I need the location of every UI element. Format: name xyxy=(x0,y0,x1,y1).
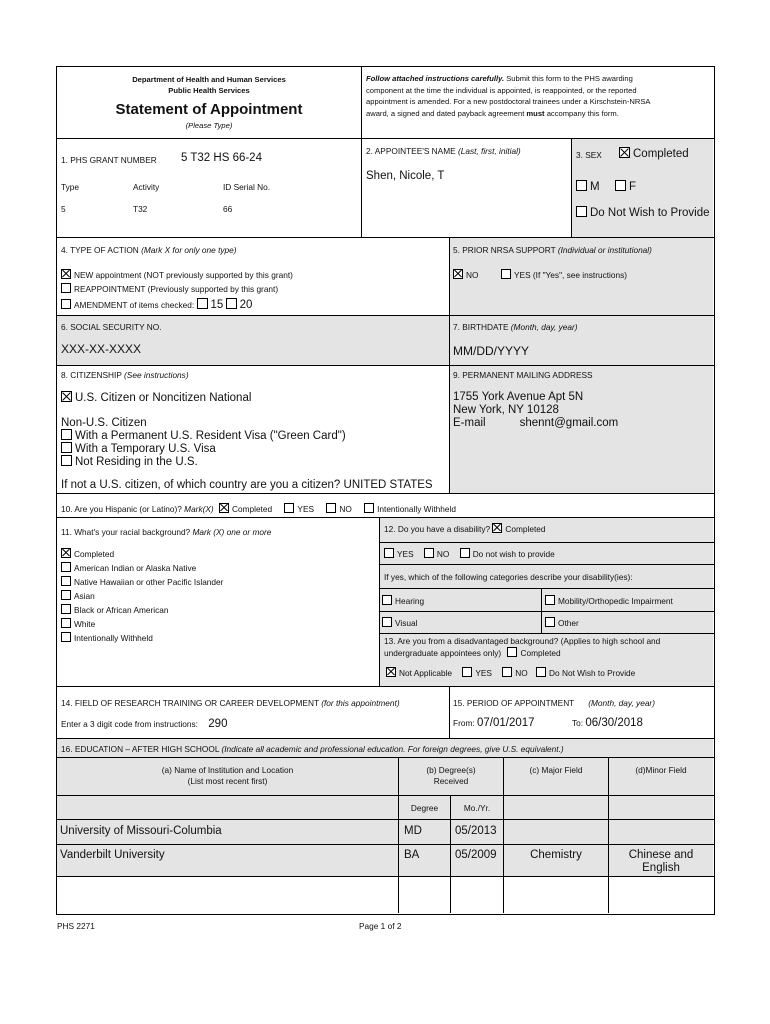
activity-value[interactable]: T32 xyxy=(133,204,148,214)
action-amendment[interactable]: AMENDMENT of items checked: 15 20 xyxy=(61,298,252,311)
disability-no[interactable]: NO xyxy=(424,549,449,559)
education-row-major[interactable]: Chemistry xyxy=(530,849,582,861)
ssn-label: 6. SOCIAL SECURITY NO. xyxy=(61,322,162,332)
checkbox-icon xyxy=(382,595,392,605)
checkbox-icon xyxy=(382,617,392,627)
checkbox-icon xyxy=(61,590,71,600)
race-option[interactable]: Asian xyxy=(61,590,223,604)
checkbox-icon xyxy=(462,667,472,677)
disability-other[interactable]: Other xyxy=(545,617,579,628)
serial-value[interactable]: 66 xyxy=(223,204,233,214)
checkbox-icon xyxy=(576,180,587,191)
country-value[interactable]: UNITED STATES xyxy=(343,479,433,491)
checkbox-icon xyxy=(61,576,71,586)
checkbox-icon xyxy=(61,562,71,572)
education-row-date[interactable]: 05/2013 xyxy=(455,825,497,837)
nrsa-yes[interactable]: YES (If "Yes", see instructions) xyxy=(501,269,627,280)
race-option[interactable]: Native Hawaiian or other Pacific Islander xyxy=(61,576,223,590)
sex-no-wish[interactable]: Do Not Wish to Provide xyxy=(576,206,710,219)
serial-label: ID Serial No. xyxy=(223,182,271,192)
email-value: shennt@gmail.com xyxy=(519,417,619,429)
disability-mobility[interactable]: Mobility/Orthopedic Impairment xyxy=(545,595,673,606)
citizenship-country: If not a U.S. citizen, of which country are you a citizen? UNITED STATES xyxy=(61,479,433,491)
checkbox-icon xyxy=(424,548,434,558)
checkbox-icon xyxy=(386,667,396,677)
education-col-degree: (b) Degree(s) Received xyxy=(426,765,476,786)
education-row-degree[interactable]: BA xyxy=(404,849,420,861)
checkbox-icon xyxy=(492,523,502,533)
checkbox-icon xyxy=(501,269,511,279)
checkbox-icon xyxy=(197,298,208,309)
type-label: Type xyxy=(61,182,79,192)
checkbox-icon xyxy=(384,548,394,558)
checkbox-icon xyxy=(453,269,463,279)
checkbox-icon xyxy=(536,667,546,677)
race-label: 11. What's your racial background? Mark (X) one or more xyxy=(61,527,272,537)
disability-answers xyxy=(384,548,555,559)
checkbox-icon xyxy=(502,667,512,677)
education-sub-degree: Degree xyxy=(410,803,439,813)
sex-f[interactable]: F xyxy=(615,180,636,193)
disadvantaged-completed[interactable]: Completed xyxy=(507,648,560,658)
checkbox-icon xyxy=(226,298,237,309)
checkbox-icon xyxy=(615,180,626,191)
hispanic-yes[interactable]: YES xyxy=(284,504,314,514)
checkbox-icon xyxy=(326,503,336,513)
disadvantaged-no-wish[interactable]: Do Not Wish to Provide xyxy=(536,668,635,678)
race-option[interactable]: Black or African American xyxy=(61,604,223,618)
race-option[interactable]: Intentionally Withheld xyxy=(61,632,223,646)
sex-m[interactable]: M xyxy=(576,180,600,193)
nrsa-label: 5. PRIOR NRSA SUPPORT (Individual or institutional) xyxy=(453,245,652,255)
checkbox-icon xyxy=(61,429,72,440)
grant-number-label: 1. PHS GRANT NUMBER xyxy=(61,155,157,165)
period-from: From: 07/01/2017 xyxy=(453,717,535,729)
grant-number-value[interactable]: 5 T32 HS 66-24 xyxy=(181,152,262,164)
sex-label: 3. SEX xyxy=(576,150,602,160)
citizenship-us[interactable]: U.S. Citizen or Noncitizen National xyxy=(61,391,251,404)
checkbox-icon xyxy=(61,283,71,293)
appointee-name-value[interactable]: Shen, Nicole, T xyxy=(366,170,445,182)
form-title: Statement of Appointment xyxy=(115,101,303,118)
dept-name: Department of Health and Human Services xyxy=(132,75,286,84)
disability-no-wish[interactable]: Do not wish to provide xyxy=(460,549,555,559)
period-from-value[interactable]: 07/01/2017 xyxy=(476,717,535,729)
ssn-value[interactable]: XXX-XX-XXXX xyxy=(61,342,142,356)
citizenship-green-card[interactable]: With a Permanent U.S. Resident Visa ("Green Card") xyxy=(61,429,346,442)
checkbox-icon xyxy=(460,548,470,558)
research-code-value[interactable]: 290 xyxy=(208,718,228,730)
period-to: To: 06/30/2018 xyxy=(572,717,643,729)
citizenship-temp-visa[interactable]: With a Temporary U.S. Visa xyxy=(61,442,216,455)
form-number: PHS 2271 xyxy=(57,921,95,931)
disability-categories-question: If yes, which of the following categories describe your disability(ies): xyxy=(384,572,633,582)
service-name: Public Health Services xyxy=(168,86,250,95)
race-option[interactable]: White xyxy=(61,618,223,632)
disadvantaged-answers xyxy=(386,667,635,678)
research-label: 14. FIELD OF RESEARCH TRAINING OR CAREER DEVELOPMENT (for this appointment) xyxy=(61,698,400,708)
disability-hearing[interactable]: Hearing xyxy=(382,595,424,606)
race-option[interactable]: American Indian or Alaska Native xyxy=(61,562,223,576)
action-label: 4. TYPE OF ACTION (Mark X for only one type) xyxy=(61,245,237,255)
birthdate-value[interactable]: MM/DD/YYYY xyxy=(453,344,530,358)
birthdate-label: 7. BIRTHDATE (Month, day, year) xyxy=(453,322,578,332)
research-code-row: Enter a 3 digit code from instructions: 290 xyxy=(61,718,228,730)
appointee-name-label: 2. APPOINTEE'S NAME (Last, first, initial) xyxy=(366,146,521,156)
disadvantaged-label: 13. Are you from a disadvantaged background? (Applies to high school and undergraduate appointees only) Completed xyxy=(384,636,661,658)
hispanic-no[interactable]: NO xyxy=(326,504,351,514)
citizenship-not-residing[interactable]: Not Residing in the U.S. xyxy=(61,455,198,468)
education-col-minor: (d)Minor Field xyxy=(635,765,687,775)
checkbox-icon xyxy=(545,617,555,627)
checkbox-icon xyxy=(61,604,71,614)
disability-label: 12. Do you have a disability? Completed xyxy=(384,524,546,534)
type-value[interactable]: 5 xyxy=(61,204,66,214)
education-row-date[interactable]: 05/2009 xyxy=(455,849,497,861)
checkbox-icon xyxy=(61,442,72,453)
disability-yes[interactable]: YES xyxy=(384,549,414,559)
education-col-institution: (a) Name of Institution and Location (List most recent first) xyxy=(161,765,294,786)
education-sub-moyr: Mo./Yr. xyxy=(463,803,491,813)
checkbox-icon xyxy=(619,147,630,158)
disadvantaged-yes[interactable]: YES xyxy=(462,668,492,678)
page-number: Page 1 of 2 xyxy=(359,921,402,931)
form-subtitle: (Please Type) xyxy=(185,121,233,130)
checkbox-icon xyxy=(61,548,71,558)
checkbox-icon xyxy=(576,206,587,217)
checkbox-icon xyxy=(507,647,517,657)
checkbox-icon xyxy=(61,632,71,642)
activity-label: Activity xyxy=(133,182,160,192)
checkbox-icon xyxy=(61,269,71,279)
education-label: 16. EDUCATION – AFTER HIGH SCHOOL (Indicate all academic and professional education. For foreign degrees, give U.S. equivalent.) xyxy=(61,744,564,754)
citizenship-non-us: Non-U.S. Citizen xyxy=(61,417,147,429)
disadvantaged-na[interactable]: Not Applicable xyxy=(386,668,452,678)
education-col-major: (c) Major Field xyxy=(529,765,583,775)
checkbox-icon xyxy=(364,503,374,513)
checkbox-icon xyxy=(61,391,72,402)
citizenship-label: 8. CITIZENSHIP (See instructions) xyxy=(61,370,189,380)
period-to-value[interactable]: 06/30/2018 xyxy=(585,717,643,729)
disability-visual[interactable]: Visual xyxy=(382,617,417,628)
hispanic-completed[interactable]: Completed xyxy=(219,504,272,514)
checkbox-icon xyxy=(61,299,71,309)
disability-completed[interactable]: Completed xyxy=(492,524,545,534)
education-row-degree[interactable]: MD xyxy=(404,825,422,837)
address-value[interactable]: 1755 York Avenue Apt 5N New York, NY 10128 E-mail shennt@gmail.com xyxy=(453,391,619,429)
disadvantaged-no[interactable]: NO xyxy=(502,668,527,678)
education-row-minor[interactable]: Chinese and English xyxy=(628,849,694,874)
instructions: Follow attached instructions carefully. Submit this form to the PHS awarding component at the time the individual is appointed, is reappointed, or the reported appointment is amended. For a new postdoctoral trainees under a Kirschstein-NRSA award, a signed and dated payback agreement must accompany this form. xyxy=(366,74,651,118)
race-options xyxy=(61,548,223,646)
hispanic-withheld[interactable]: Intentionally Withheld xyxy=(364,504,456,514)
checkbox-icon xyxy=(545,595,555,605)
checkbox-icon xyxy=(284,503,294,513)
checkbox-icon xyxy=(61,455,72,466)
sex-completed[interactable]: Completed xyxy=(619,147,689,160)
education-row-institution[interactable]: Vanderbilt University xyxy=(60,849,165,861)
action-new[interactable]: NEW appointment (NOT previously supported by this grant) xyxy=(61,269,293,280)
education-row-institution[interactable]: University of Missouri-Columbia xyxy=(60,825,222,837)
address-label: 9. PERMANENT MAILING ADDRESS xyxy=(453,370,593,380)
hispanic-row: 10. Are you Hispanic (or Latino)? Mark(X) Completed YES NO Intentionally Withheld xyxy=(61,504,456,514)
period-label: 15. PERIOD OF APPOINTMENT (Month, day, year) xyxy=(453,698,655,708)
action-reappointment[interactable]: REAPPOINTMENT (Previously supported by this grant) xyxy=(61,283,278,294)
checkbox-icon xyxy=(219,503,229,513)
race-option[interactable]: Completed xyxy=(61,548,223,562)
checkbox-icon xyxy=(61,618,71,628)
nrsa-no[interactable]: NO xyxy=(453,269,478,280)
